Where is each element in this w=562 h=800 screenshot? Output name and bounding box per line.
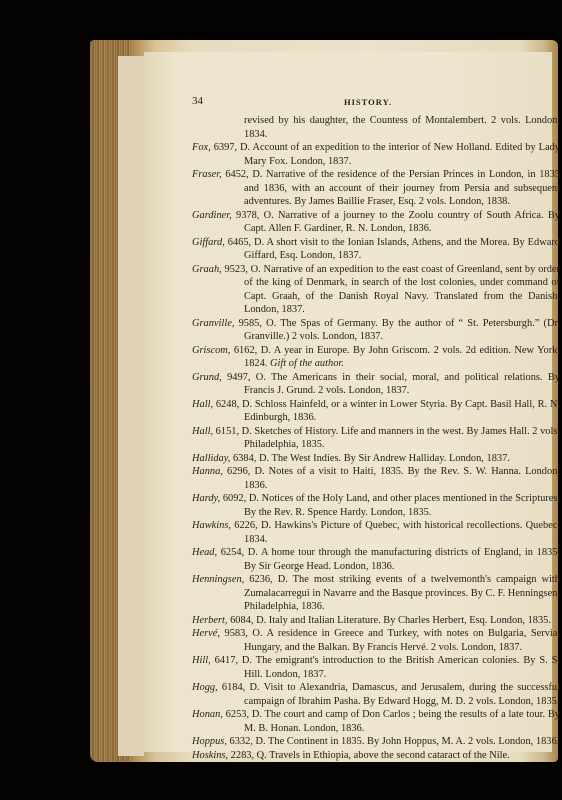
catalog-entry <box>192 708 560 735</box>
catalog-entry <box>192 614 560 628</box>
entry-author: Herbert, <box>192 614 228 626</box>
page-header <box>192 95 560 109</box>
entry-text: 6092, D. Notices of the Holy Land, and other places mentioned in the Scriptures. By the Rev. R. Spence Hardy. London, 1835. <box>220 493 560 518</box>
entry-author: Giffard, <box>192 236 225 248</box>
catalog-entry <box>192 344 560 371</box>
entry-author: Hanna, <box>192 466 223 477</box>
catalog-entry <box>192 627 560 654</box>
entry-author: Hardy, <box>192 493 221 504</box>
continued-entry: revised by his daughter, the Countess of Montalembert. 2 vols. London, 1834. <box>244 115 560 140</box>
entry-text: 6236, D. The most striking events of a twelvemonth's campaign with Zumalacarregui in Navarre and the Basque provinces. By C. F. Henningsen. Philadelphia, 1836. <box>244 574 560 612</box>
entry-text: 6332, D. The Continent in 1835. By John Hoppus, M. A. 2 vols. London, 1836. <box>226 736 560 747</box>
entry-text: 9497, O. The Americans in their social, moral, and political relations. By Francis J. Grund. 2 vols. London, 1837. <box>221 371 560 396</box>
entry-author: Hogg, <box>192 682 218 693</box>
catalog-entry <box>192 492 560 519</box>
entry-text: 9583, O. A residence in Greece and Turkey, with notes on Bulgaria, Servia, Hungary, and the Balkan. By Francis Hervé. 2 vols. London, 1837. <box>219 628 560 653</box>
entry-author: Grund, <box>192 371 222 383</box>
catalog-entry <box>192 398 560 425</box>
page-edges <box>118 56 144 756</box>
entry-text: 9585, O. The Spas of Germany. By the author of “ St. Petersburgh.” (Dr. Granville.) 2 vols. London, 1837. <box>234 317 560 342</box>
entry-text: 6162, D. A year in Europe. By John Griscom. 2 vols. 2d edition. New York, 1824. <box>230 344 560 369</box>
entry-author: Henningsen, <box>192 574 245 585</box>
entry-author: Gardiner, <box>192 209 232 221</box>
entry-author: Honan, <box>192 709 223 720</box>
entry-text: 9378, O. Narrative of a journey to the Zoolu country of South Africa. By Capt. Allen F. Gardiner, R. N. London, 1836. <box>231 209 560 234</box>
entry-text: 6384, D. The West Indies. By Sir Andrew Halliday. London, 1837. <box>230 452 510 464</box>
catalog-entry <box>192 141 560 168</box>
entry-author: Hoppus, <box>192 736 227 747</box>
catalog-entry <box>192 654 560 681</box>
entry-author: Hawkins, <box>192 520 231 531</box>
catalog-entry <box>192 371 560 398</box>
entry-text: 6397, D. Account of an expedition to the interior of New Holland. Edited by Lady Mary Fox. London, 1837. <box>210 142 560 167</box>
entry-author: Granville, <box>192 317 235 329</box>
entry-text: 6465, D. A short visit to the Ionian Islands, Athens, and the Morea. By Edward Giffard, Esq. London, 1837. <box>224 236 560 261</box>
catalog-entry <box>192 317 560 344</box>
catalog-entry <box>192 452 560 466</box>
entry-text: 6248, D. Schloss Hainfeld, or a winter in Lower Styria. By Capt. Basil Hall, R. N. Edinburgh, 1836. <box>213 398 560 423</box>
entry-author: Fraser, <box>192 169 222 180</box>
entry-author: Hervé, <box>192 628 220 639</box>
entry-text: 6417, D. The emigrant's introduction to the British American colonies. By S. S. Hill. London, 1837. <box>210 655 560 680</box>
entry-text: 2283, Q. Travels in Ethiopia, above the second cataract of the Nile. <box>228 749 510 761</box>
entry-text: 6084, D. Italy and Italian Literature. By Charles Herbert, Esq. London, 1835. <box>227 614 551 626</box>
entry-author: Griscom, <box>192 344 231 356</box>
entry-author: Hall, <box>192 398 214 410</box>
catalog-entries <box>192 141 560 762</box>
entry-author: Head, <box>192 547 218 558</box>
catalog-entry <box>192 168 560 209</box>
catalog-entry <box>192 546 560 573</box>
catalog-entry <box>192 519 560 546</box>
catalog-entry <box>192 735 560 749</box>
catalog-entry <box>192 209 560 236</box>
entry-author: Graah, <box>192 263 222 275</box>
entry-text: 9523, O. Narrative of an expedition to the east coast of Greenland, sent by order of the king of Denmark, in search of the lost colonies, under command of Capt. Graah, of the Danish Royal Navy. Translated from the Danish. London, 1837. <box>221 263 560 315</box>
entry-author: Fox, <box>192 142 211 153</box>
running-head: HISTORY. <box>344 97 393 107</box>
entry-gift-note: Gift of the author. <box>267 358 344 369</box>
catalog-entry <box>192 425 560 452</box>
catalog-entry <box>192 263 560 317</box>
page-text <box>192 95 560 761</box>
entry-author: Hall, <box>192 425 214 437</box>
entry-text: 6253, D. The court and camp of Don Carlos ; being the results of a late tour. By M. B. Honan. London, 1836. <box>222 709 560 734</box>
entry-text: 6226, D. Hawkins's Picture of Quebec, with historical recollections. Quebec, 1834. <box>230 520 560 545</box>
catalog-entry <box>192 573 560 614</box>
catalog-entry <box>192 749 560 763</box>
entry-text: 6452, D. Narrative of the residence of the Persian Princes in London, in 1835 and 1836, with an account of their journey from Persia and subsequent adventures. By James Baillie Fraser, Esq. 2 vols. London, 1838. <box>221 169 560 207</box>
entry-text: 6254, D. A home tour through the manufacturing districts of England, in 1835. By Sir George Head. London, 1836. <box>217 547 560 572</box>
page-number: 34 <box>192 95 203 107</box>
entry-text: 6151, D. Sketches of History. Life and manners in the west. By James Hall. 2 vols. Philadelphia, 1835. <box>213 425 560 450</box>
entry-author: Hill, <box>192 655 211 666</box>
entry-author: Hoskins, <box>192 749 229 761</box>
catalog-entry <box>192 465 560 492</box>
entry-text: 6184, D. Visit to Alexandria, Damascus, and Jerusalem, during the successful campaign of Ibrahim Pasha. By Edward Hogg, M. D. 2 vols. London, 1835. <box>217 682 560 707</box>
catalog-entry <box>192 236 560 263</box>
entry-text: 6296, D. Notes of a visit to Haiti, 1835. By the Rev. S. W. Hanna. London, 1836. <box>222 466 560 491</box>
catalog-entry <box>192 681 560 708</box>
entry-author: Halliday, <box>192 452 231 464</box>
